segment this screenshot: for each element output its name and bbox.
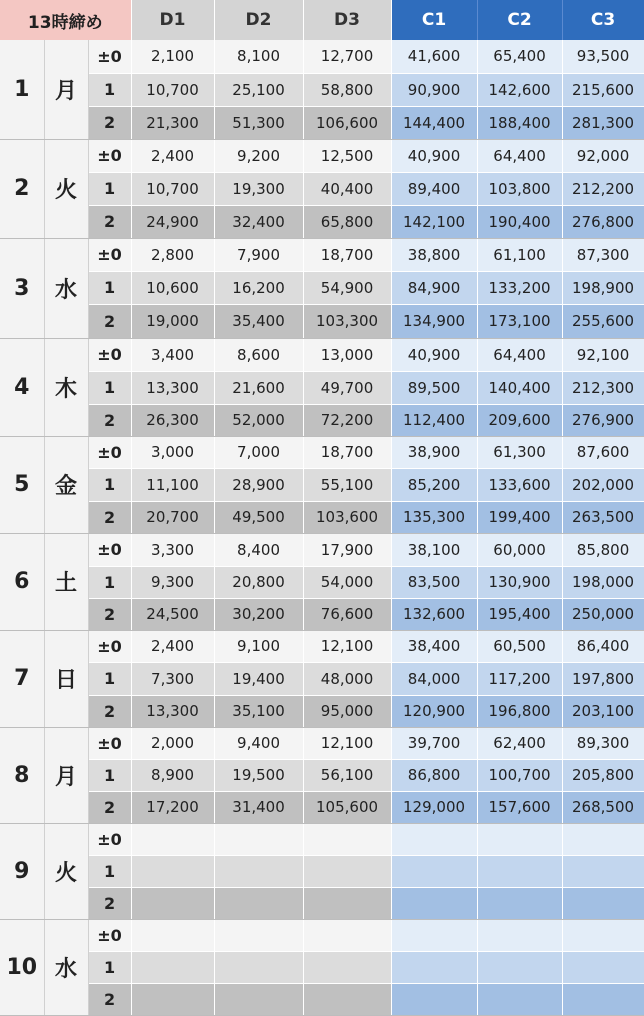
day-number: 8	[0, 727, 44, 823]
value-cell-c1: 142,100	[391, 205, 477, 238]
value-cell-d3: 12,500	[303, 139, 391, 172]
value-cell-c1: 40,900	[391, 338, 477, 371]
value-cell-d3: 40,400	[303, 172, 391, 205]
day-number: 3	[0, 238, 44, 338]
table-row	[0, 951, 644, 983]
table-row	[0, 436, 644, 468]
value-cell-c3	[562, 919, 644, 951]
level-label: 2	[88, 501, 131, 533]
value-cell-d2: 21,600	[214, 371, 303, 404]
table-row	[0, 919, 644, 951]
value-cell-c1: 89,500	[391, 371, 477, 404]
table-row	[0, 630, 644, 662]
weekday-label: 木	[44, 338, 88, 436]
level-label: 2	[88, 404, 131, 436]
value-cell-d3	[303, 887, 391, 919]
day-number: 2	[0, 139, 44, 238]
value-cell-c2: 190,400	[477, 205, 562, 238]
value-cell-c1: 84,900	[391, 271, 477, 304]
value-cell-c2: 100,700	[477, 759, 562, 791]
value-cell-c3: 197,800	[562, 662, 644, 695]
weekday-label: 火	[44, 139, 88, 238]
weekday-label: 日	[44, 630, 88, 727]
value-cell-c3: 92,100	[562, 338, 644, 371]
value-cell-c3: 198,900	[562, 271, 644, 304]
table-row	[0, 40, 644, 73]
value-cell-d2: 52,000	[214, 404, 303, 436]
value-cell-c3: 215,600	[562, 73, 644, 106]
value-cell-d3	[303, 983, 391, 1015]
value-cell-d2: 9,100	[214, 630, 303, 662]
value-cell-d3: 49,700	[303, 371, 391, 404]
table-row	[0, 791, 644, 823]
table-row	[0, 468, 644, 501]
value-cell-c3	[562, 983, 644, 1015]
level-label: 1	[88, 371, 131, 404]
value-cell-c1	[391, 887, 477, 919]
value-cell-d1: 24,500	[131, 598, 214, 630]
level-label: 2	[88, 983, 131, 1015]
value-cell-d3: 12,100	[303, 630, 391, 662]
level-label: 1	[88, 566, 131, 598]
value-cell-c2	[477, 919, 562, 951]
value-cell-d1	[131, 855, 214, 887]
value-cell-d2	[214, 983, 303, 1015]
value-cell-d2: 9,400	[214, 727, 303, 759]
value-cell-d2: 9,200	[214, 139, 303, 172]
level-label: 1	[88, 855, 131, 887]
value-cell-c3: 250,000	[562, 598, 644, 630]
level-label: 2	[88, 598, 131, 630]
value-cell-c1	[391, 919, 477, 951]
column-header-d1: D1	[131, 0, 214, 40]
value-cell-d2: 7,000	[214, 436, 303, 468]
value-cell-d3: 95,000	[303, 695, 391, 727]
table-row	[0, 304, 644, 338]
level-label: 1	[88, 73, 131, 106]
table-row	[0, 139, 644, 172]
value-cell-d2: 30,200	[214, 598, 303, 630]
value-cell-d2	[214, 919, 303, 951]
value-cell-d3: 55,100	[303, 468, 391, 501]
value-cell-d1: 3,000	[131, 436, 214, 468]
value-cell-c2: 140,400	[477, 371, 562, 404]
day-number: 10	[0, 919, 44, 1015]
value-cell-d1: 10,700	[131, 172, 214, 205]
value-cell-d2	[214, 887, 303, 919]
value-cell-d1: 26,300	[131, 404, 214, 436]
value-cell-c3: 263,500	[562, 501, 644, 533]
value-cell-c3: 212,200	[562, 172, 644, 205]
value-cell-c2	[477, 823, 562, 855]
weekday-label: 水	[44, 919, 88, 1015]
weekday-label: 月	[44, 40, 88, 139]
value-cell-c2: 60,000	[477, 533, 562, 566]
table-row	[0, 533, 644, 566]
table-row	[0, 566, 644, 598]
value-cell-d2: 20,800	[214, 566, 303, 598]
value-cell-d3: 76,600	[303, 598, 391, 630]
value-cell-d1: 2,000	[131, 727, 214, 759]
value-cell-d1: 9,300	[131, 566, 214, 598]
column-header-c3: C3	[562, 0, 644, 40]
value-cell-d1: 10,700	[131, 73, 214, 106]
level-label: ±0	[88, 238, 131, 271]
level-label: 1	[88, 271, 131, 304]
value-cell-d1: 13,300	[131, 695, 214, 727]
value-cell-c3: 276,800	[562, 205, 644, 238]
value-cell-c3: 86,400	[562, 630, 644, 662]
value-cell-d3: 12,100	[303, 727, 391, 759]
value-cell-d2: 35,400	[214, 304, 303, 338]
value-cell-c1: 89,400	[391, 172, 477, 205]
value-cell-d1: 21,300	[131, 106, 214, 139]
table-row	[0, 823, 644, 855]
value-cell-d2: 31,400	[214, 791, 303, 823]
value-cell-c2: 133,600	[477, 468, 562, 501]
value-cell-c3	[562, 855, 644, 887]
value-cell-d3: 103,300	[303, 304, 391, 338]
value-cell-d1: 2,400	[131, 139, 214, 172]
value-cell-c2: 117,200	[477, 662, 562, 695]
weekday-label: 火	[44, 823, 88, 919]
value-cell-d3	[303, 951, 391, 983]
value-cell-d2: 28,900	[214, 468, 303, 501]
value-cell-d2	[214, 823, 303, 855]
value-cell-d1: 10,600	[131, 271, 214, 304]
value-cell-c2: 61,100	[477, 238, 562, 271]
level-label: ±0	[88, 436, 131, 468]
value-cell-c1: 144,400	[391, 106, 477, 139]
value-cell-c1: 41,600	[391, 40, 477, 73]
value-cell-d3	[303, 919, 391, 951]
value-cell-c2	[477, 855, 562, 887]
value-cell-d3: 103,600	[303, 501, 391, 533]
value-cell-d1: 3,400	[131, 338, 214, 371]
value-cell-c2: 65,400	[477, 40, 562, 73]
value-cell-d1: 20,700	[131, 501, 214, 533]
level-label: 1	[88, 468, 131, 501]
value-cell-c1: 38,400	[391, 630, 477, 662]
day-number: 4	[0, 338, 44, 436]
value-cell-c1: 84,000	[391, 662, 477, 695]
column-header-c2: C2	[477, 0, 562, 40]
value-cell-d3: 18,700	[303, 436, 391, 468]
value-cell-d2: 8,400	[214, 533, 303, 566]
value-cell-d1	[131, 983, 214, 1015]
value-cell-d1: 3,300	[131, 533, 214, 566]
day-number: 5	[0, 436, 44, 533]
level-label: ±0	[88, 40, 131, 73]
value-cell-c2	[477, 951, 562, 983]
level-label: 2	[88, 695, 131, 727]
value-cell-d3	[303, 823, 391, 855]
value-cell-c1: 38,900	[391, 436, 477, 468]
value-cell-c2: 157,600	[477, 791, 562, 823]
value-cell-c2: 196,800	[477, 695, 562, 727]
value-cell-d2	[214, 951, 303, 983]
value-cell-d2: 16,200	[214, 271, 303, 304]
value-cell-c2: 209,600	[477, 404, 562, 436]
value-cell-c2: 199,400	[477, 501, 562, 533]
value-cell-d2: 32,400	[214, 205, 303, 238]
table-row	[0, 855, 644, 887]
level-label: 1	[88, 951, 131, 983]
value-cell-c3: 202,000	[562, 468, 644, 501]
value-cell-c2: 142,600	[477, 73, 562, 106]
value-cell-c3	[562, 823, 644, 855]
value-cell-d1	[131, 823, 214, 855]
table-row	[0, 371, 644, 404]
column-header-d2: D2	[214, 0, 303, 40]
value-cell-c2: 62,400	[477, 727, 562, 759]
level-label: ±0	[88, 533, 131, 566]
value-cell-d3: 72,200	[303, 404, 391, 436]
value-cell-d2: 35,100	[214, 695, 303, 727]
table-row	[0, 759, 644, 791]
value-cell-c1: 112,400	[391, 404, 477, 436]
table-row	[0, 205, 644, 238]
value-cell-c1	[391, 951, 477, 983]
table-body	[0, 40, 644, 1015]
value-cell-c3: 92,000	[562, 139, 644, 172]
value-cell-c1	[391, 823, 477, 855]
value-cell-c2: 133,200	[477, 271, 562, 304]
value-cell-d1: 24,900	[131, 205, 214, 238]
level-label: 2	[88, 304, 131, 338]
value-cell-c1: 90,900	[391, 73, 477, 106]
value-cell-c1: 129,000	[391, 791, 477, 823]
value-cell-c3: 276,900	[562, 404, 644, 436]
value-cell-d2: 8,100	[214, 40, 303, 73]
table-title: 13時締め	[0, 0, 131, 40]
table-row	[0, 727, 644, 759]
value-cell-d3: 18,700	[303, 238, 391, 271]
value-cell-c3: 93,500	[562, 40, 644, 73]
level-label: ±0	[88, 823, 131, 855]
value-cell-c2	[477, 983, 562, 1015]
value-cell-d1	[131, 919, 214, 951]
value-cell-d3: 56,100	[303, 759, 391, 791]
value-cell-c3: 89,300	[562, 727, 644, 759]
value-cell-d2: 7,900	[214, 238, 303, 271]
level-label: 2	[88, 887, 131, 919]
value-cell-d3: 12,700	[303, 40, 391, 73]
value-cell-d2: 19,400	[214, 662, 303, 695]
value-cell-c1: 39,700	[391, 727, 477, 759]
value-cell-c2: 64,400	[477, 338, 562, 371]
value-cell-d2: 25,100	[214, 73, 303, 106]
value-cell-d2: 19,300	[214, 172, 303, 205]
value-cell-d1	[131, 887, 214, 919]
table-row	[0, 338, 644, 371]
value-cell-d3: 65,800	[303, 205, 391, 238]
value-cell-d3: 105,600	[303, 791, 391, 823]
level-label: ±0	[88, 727, 131, 759]
value-cell-c1: 132,600	[391, 598, 477, 630]
value-cell-c1	[391, 855, 477, 887]
table-row	[0, 106, 644, 139]
value-cell-c1: 86,800	[391, 759, 477, 791]
value-cell-d2: 8,600	[214, 338, 303, 371]
value-cell-c3	[562, 951, 644, 983]
value-cell-d3: 48,000	[303, 662, 391, 695]
value-cell-d2: 51,300	[214, 106, 303, 139]
value-cell-c3	[562, 887, 644, 919]
value-cell-d3: 17,900	[303, 533, 391, 566]
value-cell-c2: 61,300	[477, 436, 562, 468]
value-cell-d3: 58,800	[303, 73, 391, 106]
level-label: ±0	[88, 139, 131, 172]
value-cell-d1: 8,900	[131, 759, 214, 791]
weekday-label: 水	[44, 238, 88, 338]
value-cell-d2: 19,500	[214, 759, 303, 791]
value-cell-c3: 281,300	[562, 106, 644, 139]
table-row	[0, 887, 644, 919]
value-cell-c2	[477, 887, 562, 919]
value-cell-d3: 54,000	[303, 566, 391, 598]
value-cell-c2: 130,900	[477, 566, 562, 598]
value-cell-c1: 85,200	[391, 468, 477, 501]
value-cell-c2: 64,400	[477, 139, 562, 172]
level-label: 1	[88, 172, 131, 205]
level-label: 2	[88, 205, 131, 238]
value-cell-c1: 135,300	[391, 501, 477, 533]
value-cell-c3: 268,500	[562, 791, 644, 823]
value-cell-d2	[214, 855, 303, 887]
level-label: ±0	[88, 338, 131, 371]
value-cell-d2: 49,500	[214, 501, 303, 533]
value-cell-c1: 40,900	[391, 139, 477, 172]
value-cell-d1: 19,000	[131, 304, 214, 338]
value-cell-c3: 87,600	[562, 436, 644, 468]
value-cell-c1: 120,900	[391, 695, 477, 727]
value-cell-c1: 83,500	[391, 566, 477, 598]
value-cell-d3: 13,000	[303, 338, 391, 371]
table-row	[0, 695, 644, 727]
value-cell-c3: 203,100	[562, 695, 644, 727]
header-row	[0, 0, 644, 40]
table-row	[0, 172, 644, 205]
weekday-label: 金	[44, 436, 88, 533]
value-cell-d1: 2,400	[131, 630, 214, 662]
level-label: ±0	[88, 919, 131, 951]
level-label: 2	[88, 791, 131, 823]
value-cell-d1: 2,800	[131, 238, 214, 271]
value-cell-c1: 38,800	[391, 238, 477, 271]
day-number: 9	[0, 823, 44, 919]
value-cell-d3: 54,900	[303, 271, 391, 304]
value-cell-c2: 188,400	[477, 106, 562, 139]
value-cell-d3: 106,600	[303, 106, 391, 139]
level-label: 2	[88, 106, 131, 139]
column-header-d3: D3	[303, 0, 391, 40]
level-label: 1	[88, 759, 131, 791]
day-number: 7	[0, 630, 44, 727]
day-number: 6	[0, 533, 44, 630]
value-cell-c2: 60,500	[477, 630, 562, 662]
value-cell-d3	[303, 855, 391, 887]
value-cell-c1: 38,100	[391, 533, 477, 566]
day-number: 1	[0, 40, 44, 139]
value-cell-c1: 134,900	[391, 304, 477, 338]
value-cell-d1	[131, 951, 214, 983]
level-label: 1	[88, 662, 131, 695]
table-row	[0, 271, 644, 304]
column-header-c1: C1	[391, 0, 477, 40]
value-cell-d1: 7,300	[131, 662, 214, 695]
value-cell-c3: 205,800	[562, 759, 644, 791]
value-cell-c3: 212,300	[562, 371, 644, 404]
weekday-label: 月	[44, 727, 88, 823]
value-cell-c3: 198,000	[562, 566, 644, 598]
table-row	[0, 238, 644, 271]
value-cell-c2: 195,400	[477, 598, 562, 630]
level-label: ±0	[88, 630, 131, 662]
value-cell-d1: 17,200	[131, 791, 214, 823]
table-row	[0, 404, 644, 436]
value-cell-c2: 103,800	[477, 172, 562, 205]
value-cell-c3: 85,800	[562, 533, 644, 566]
value-cell-d1: 13,300	[131, 371, 214, 404]
table-row	[0, 501, 644, 533]
value-cell-c3: 255,600	[562, 304, 644, 338]
table-row	[0, 662, 644, 695]
value-cell-c3: 87,300	[562, 238, 644, 271]
weekday-label: 土	[44, 533, 88, 630]
value-cell-d1: 2,100	[131, 40, 214, 73]
table-row	[0, 73, 644, 106]
value-cell-c2: 173,100	[477, 304, 562, 338]
value-cell-d1: 11,100	[131, 468, 214, 501]
value-cell-c1	[391, 983, 477, 1015]
table-row	[0, 983, 644, 1015]
table-row	[0, 598, 644, 630]
